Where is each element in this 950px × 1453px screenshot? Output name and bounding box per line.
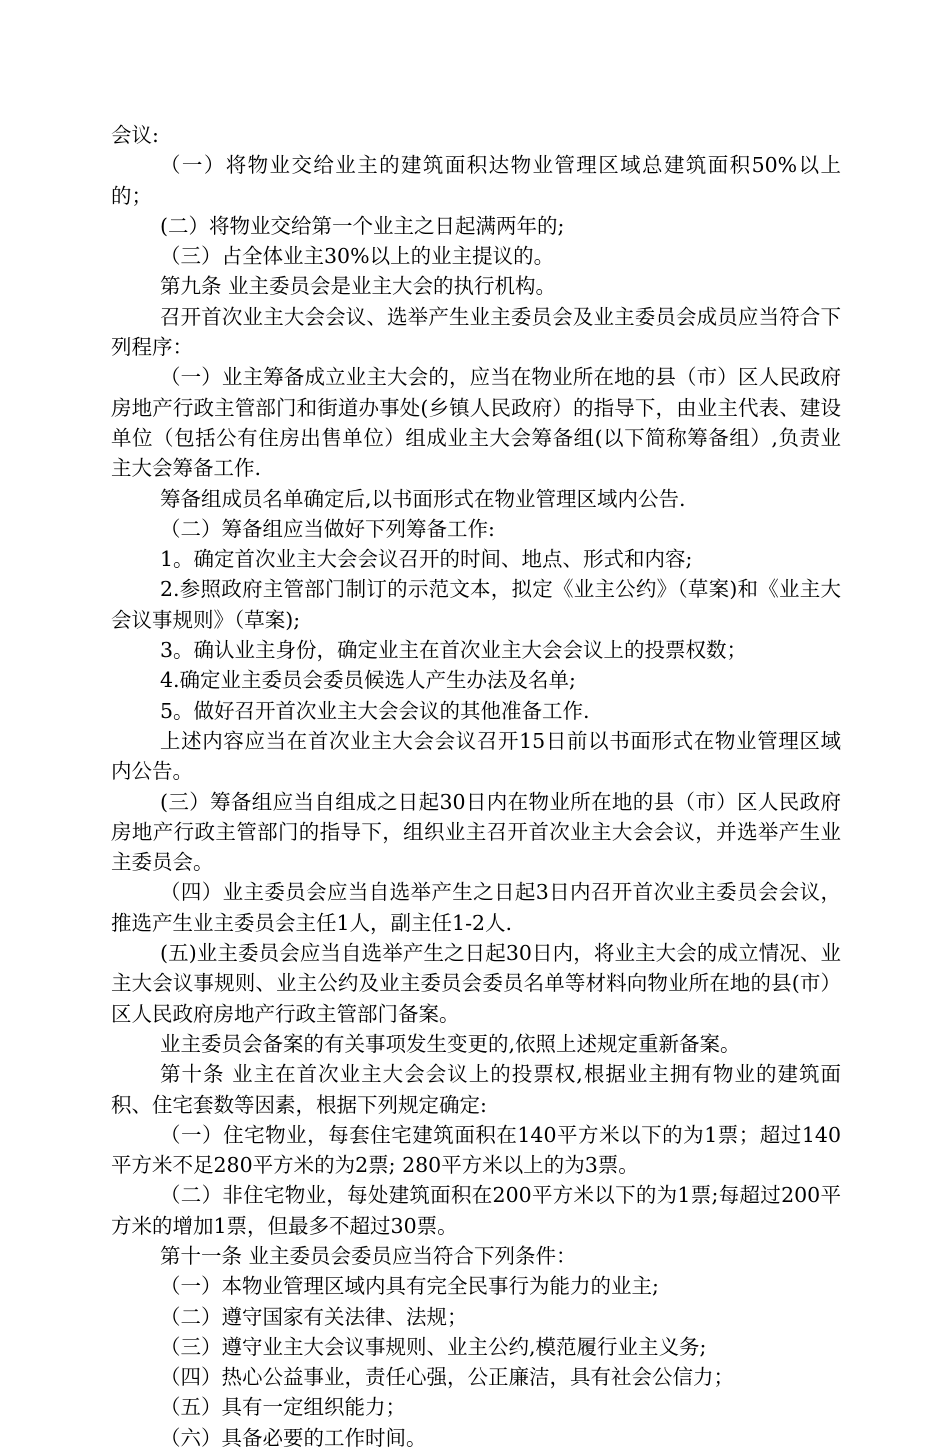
paragraph: （一）将物业交给业主的建筑面积达物业管理区域总建筑面积50%以上的； <box>111 153 841 208</box>
list-item: （六）具备必要的工作时间。 <box>160 1425 427 1450</box>
list-item: 2.参照政府主管部门制订的示范文本，拟定《业主公约》（草案)和《业主大会议事规则》（草案); <box>111 577 841 632</box>
list-item: （一）本物业管理区域内具有完全民事行为能力的业主; <box>160 1274 659 1299</box>
paragraph: 业主委员会备案的有关事项发生变更的,依照上述规定重新备案。 <box>160 1031 741 1056</box>
paragraph: 筹备组成员名单确定后,以书面形式在物业管理区域内公告. <box>160 486 686 511</box>
paragraph: （一）业主筹备成立业主大会的，应当在物业所在地的县（市）区人民政府房地产行政主管部门和街道办事处(乡镇人民政府）的指导下，由业主代表、建设单位（包括公有住房出售单位）组成业主大会筹备组(以下简称筹备组）,负责业主大会筹备工作. <box>111 365 841 481</box>
list-item: （五）具有一定组织能力； <box>160 1395 406 1420</box>
paragraph: （四）业主委员会应当自选举产生之日起3日内召开首次业主委员会会议，推选产生业主委员会主任1人，副主任1-2人. <box>111 880 841 935</box>
article-heading: 第九条 业主委员会是业主大会的执行机构。 <box>160 274 557 299</box>
paragraph: 召开首次业主大会会议、选举产生业主委员会及业主委员会成员应当符合下列程序： <box>111 304 841 360</box>
paragraph: (三）筹备组应当自组成之日起30日内在物业所在地的县（市）区人民政府房地产行政主管部门的指导下，组织业主召开首次业主大会会议，并选举产生业主委员会。 <box>111 789 841 875</box>
list-item: （二）遵守国家有关法律、法规； <box>160 1304 468 1329</box>
article-heading: 第十条 业主在首次业主大会会议上的投票权,根据业主拥有物业的建筑面积、住宅套数等因素，根据下列规定确定: <box>111 1062 841 1117</box>
paragraph: （一）住宅物业，每套住宅建筑面积在140平方米以下的为1票；超过140平方米不足280平方米的为2票; 280平方米以上的为3票。 <box>111 1122 841 1178</box>
list-item: 4.确定业主委员会委员候选人产生办法及名单; <box>160 668 576 693</box>
paragraph: （二）筹备组应当做好下列筹备工作: <box>160 516 495 541</box>
list-item: （三）遵守业主大会议事规则、业主公约,模范履行业主义务; <box>160 1334 707 1359</box>
document-body <box>111 120 841 1453</box>
list-item: 5。做好召开首次业主大会会议的其他准备工作. <box>160 698 590 723</box>
paragraph: (二）将物业交给第一个业主之日起满两年的; <box>160 213 565 238</box>
article-heading: 第十一条 业主委员会委员应当符合下列条件： <box>160 1243 577 1268</box>
paragraph: (五)业主委员会应当自选举产生之日起30日内，将业主大会的成立情况、业主大会议事规则、业主公约及业主委员会委员名单等材料向物业所在地的县(市）区人民政府房地产行政主管部门备案。 <box>111 941 841 1026</box>
paragraph: （二）非住宅物业，每处建筑面积在200平方米以下的为1票;每超过200平方米的增加1票，但最多不超过30票。 <box>111 1183 841 1238</box>
paragraph: （三）占全体业主30%以上的业主提议的。 <box>160 244 555 269</box>
list-item: （四）热心公益事业，责任心强，公正廉洁，具有社会公信力； <box>160 1365 734 1390</box>
paragraph: 会议: <box>111 123 159 147</box>
paragraph: 上述内容应当在首次业主大会会议召开15日前以书面形式在物业管理区域内公告。 <box>111 728 841 784</box>
list-item: 3。确认业主身份，确定业主在首次业主大会会议上的投票权数； <box>160 638 748 663</box>
list-item: 1。确定首次业主大会会议召开的时间、地点、形式和内容; <box>160 547 693 572</box>
